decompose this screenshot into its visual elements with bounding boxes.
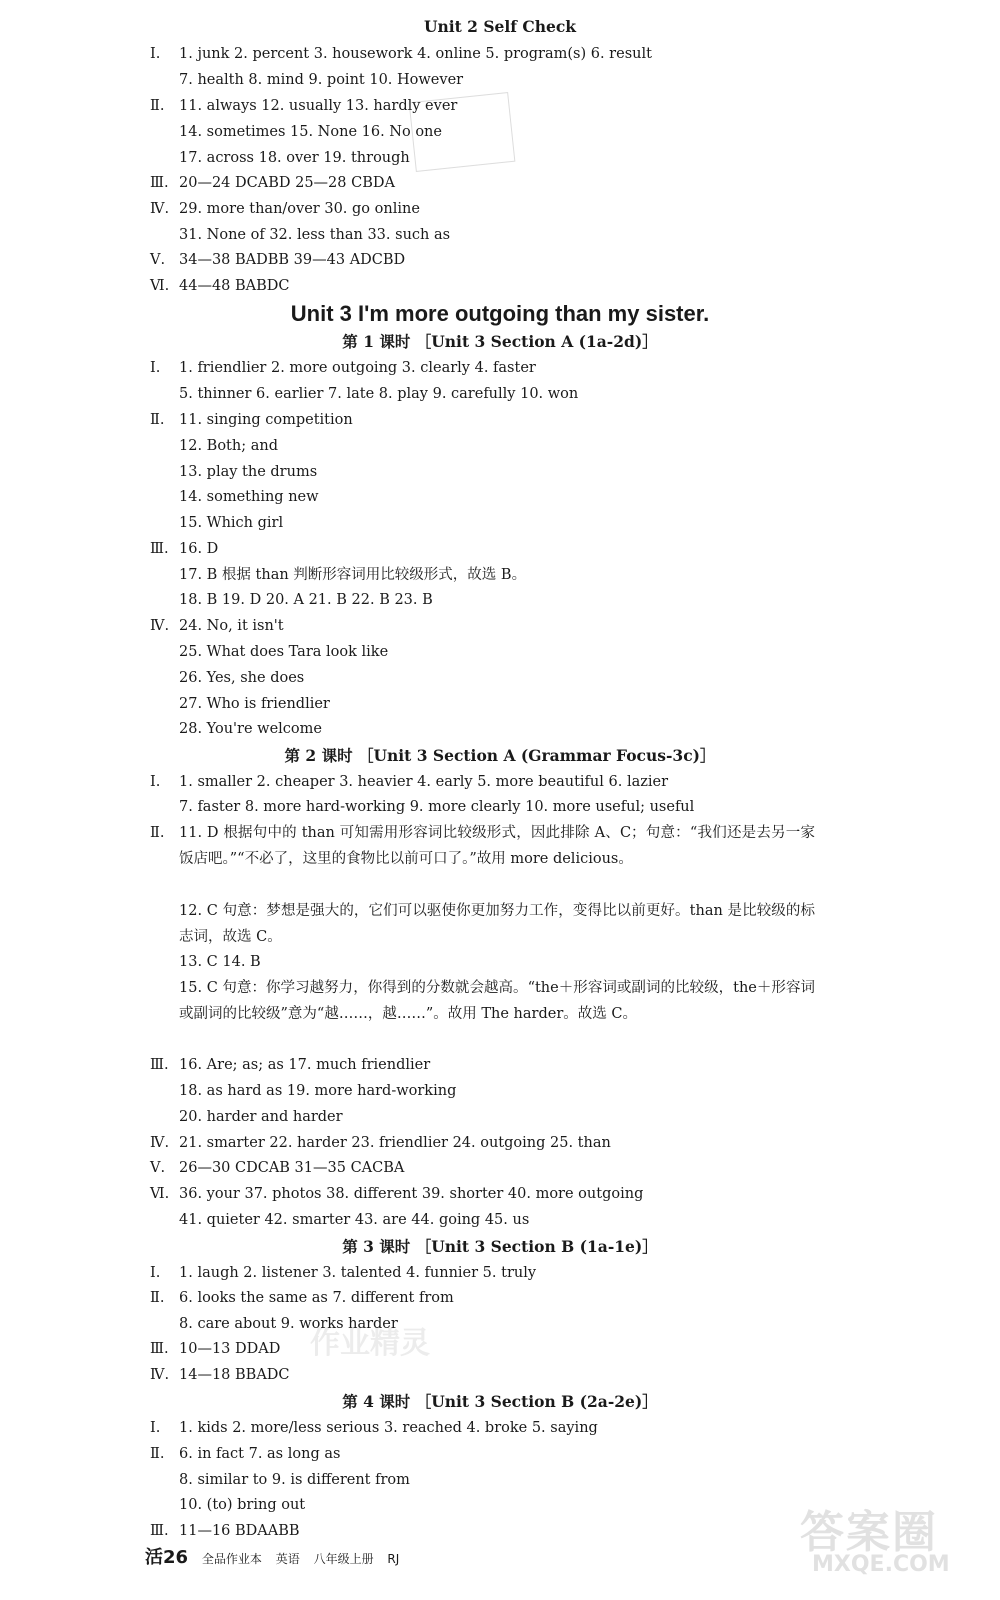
stamp-mark [409,92,516,172]
lesson4-heading: 第 4 课时 ［Unit 3 Section B (2a-2e)］ [342,1392,658,1411]
answer-page: Unit 2 Self Check Ⅰ. 1. junk 2. percent 3. housework 4. online 5. program(s) 6. result 7. health 8. mind 9. point 10. However Ⅱ. 11. always 12. usually 13. hardly ever 14. sometimes 15. None 16. No one 17. across 18. over 19. through Ⅲ. 20—24 DCABD 25—28 CBDA Ⅳ. 29. more than/over 30. go online 31. None of 32. less than 33. such as Ⅴ. 34—38 BADBB 39—43 ADCBD Ⅵ. 44—48 BABDC Unit 3 I'm more outgoing than my sister. 第 1 课时 ［Unit 3 Section A (1a-2d)］ Ⅰ. 1. friendlier 2. more outgoing 3. clearly 4. faster 5. thinner 6. earlier 7. late 8. play 9. carefully 10. won Ⅱ. 11. singing competition 12. Both; and 13. play the drums 14. something new 15. Which girl Ⅲ. 16. D 17. B 根据 than 判断形容词用比较级形式，故选 B。 18. B 19. D 20. A 21. B 22. B 23. B Ⅳ. 24. No, it isn't 25. What does Tara look like 26. Yes, she does 27. Who is friendlier 28. You're welcome 第 2 课时 ［Unit 3 Section A (Grammar Focus-3c)］ Ⅰ. 1. smaller 2. cheaper 3. heavier 4. early 5. more beautiful 6. lazier 7. faster 8. more hard-working 9. more clearly 10. more useful; useful Ⅱ. 11. D 根据句中的 than 可知需用形容词比较级形式，因此排除 A、C；句意：“我们还是去另一家饭店吧。”“不必了，这里的食物比以前可口了。”故用 more delicious。 12. C 句意：梦想是强大的，它们可以驱使你更加努力工作，变得比以前更好。than 是比较级的标志词，故选 C。 13. C 14. B 15. C 句意：你学习越努力，你得到的分数就会越高。“the＋形容词或副词的比较级，the＋形容词或副词的比较级”意为“越……，越……”。故用 The harder。故选 C。 Ⅲ. 16. Are; as; as 17. much friendlier 18. as hard as 19. more hard-working 20. harder and harder Ⅳ. 21. smarter 22. harder 23. friendlier 24. outgoing 25. than Ⅴ. 26—30 CDCAB 31—35 CACBA Ⅵ. 36. your 37. photos 38. different 39. shorter 40. more outgoing 41. quieter 42. smarter 43. are 44. going 45. us 第 3 课时 ［Unit 3 Section B (1a-1e)］ Ⅰ. 1. laugh 2. listener 3. talented 4. funnier 5. truly Ⅱ. 6. looks the same as 7. different from 8. care about 9. works harder Ⅲ. 10—13 DDAD Ⅳ. 14—18 BBADC 第 4 课时 ［Unit 3 Section B (2a-2e)］ Ⅰ. 1. kids 2. more/less serious 3. reached 4. broke 5. saying Ⅱ. 6. in fact 7. as long as 8. similar to 9. is different from 10. (to) bring out Ⅲ. 11—16 BDAABB 活26 全品作业本 英语 八年级上册 RJ 答案圈 MXQE.COM 作业精灵 [0,0,1000,1600]
lesson2-heading: 第 2 课时 ［Unit 3 Section A (Grammar Focus-3c)］ [284,746,716,765]
page-number: 活26 [145,1547,189,1568]
unit3-title: Unit 3 I'm more outgoing than my sister. [290,301,710,326]
watermark-logo: 答案圈 [800,1507,938,1558]
grade: 八年级上册 [313,1552,374,1566]
lesson1-heading: 第 1 课时 ［Unit 3 Section A (1a-2d)］ [342,332,658,351]
book-name: 全品作业本 [201,1552,262,1566]
unit2-heading: Unit 2 Self Check [423,17,577,36]
edition: RJ [387,1552,400,1566]
subject: 英语 [275,1552,300,1566]
watermark-center: 作业精灵 [310,1326,430,1361]
watermark-url: MXQE.COM [812,1552,950,1577]
lesson3-heading: 第 3 课时 ［Unit 3 Section B (1a-1e)］ [342,1237,658,1256]
page-footer [145,1543,409,1567]
